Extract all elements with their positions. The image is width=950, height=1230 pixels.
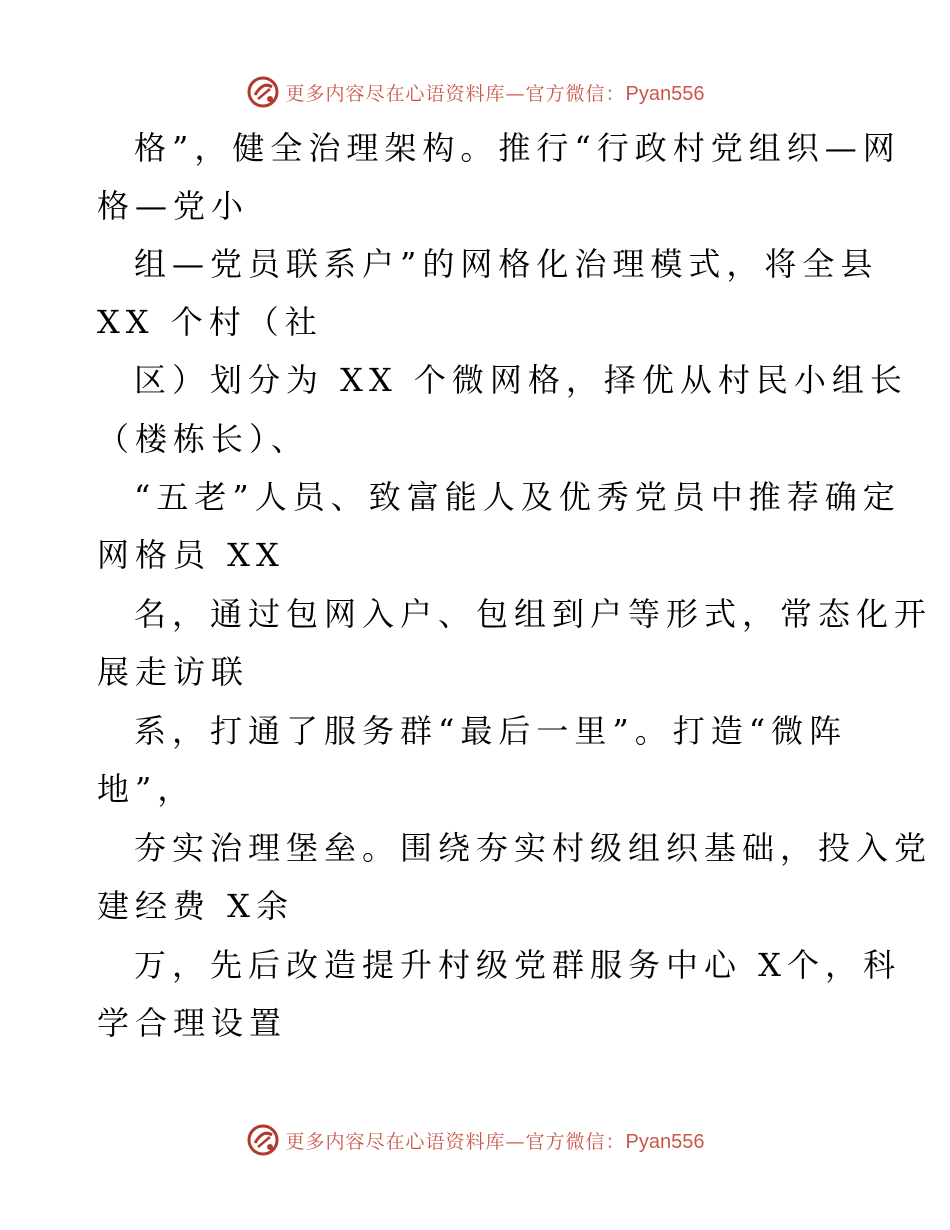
- text-line-12: 地”，: [97, 770, 196, 808]
- watermark-label: 官方微信：: [525, 1130, 626, 1153]
- text-line-3: 组—党员联系户”的网格化治理模式，将全县: [134, 245, 879, 283]
- watermark-text: [286, 1127, 705, 1154]
- text-line-5: 区）划分为 XX 个微网格，择优从村民小组长: [134, 361, 908, 399]
- text-line-15: 万，先后改造提升村级党群服务中心 X个，科: [134, 946, 901, 984]
- text-line-7: “五老”人员、致富能人及优秀党员中推荐确定: [134, 478, 901, 516]
- watermark-dash: —: [505, 1130, 526, 1153]
- text-line-10: 展走访联: [97, 653, 250, 691]
- text-line-6: （楼栋长）、: [97, 420, 310, 458]
- watermark-id: Pyan556: [625, 1130, 705, 1153]
- footer-watermark: [0, 1120, 950, 1160]
- seal-logo-icon: [246, 75, 280, 109]
- text-line-9: 名，通过包网入户、包组到户等形式，常态化开: [134, 595, 933, 633]
- watermark-dash: —: [505, 82, 526, 105]
- text-line-1: 格”，健全治理架构。推行“行政村党组织—网: [134, 129, 901, 167]
- text-line-11: 系，打通了服务群“最后一里”。打造“微阵: [134, 712, 848, 750]
- text-line-2: 格—党小: [97, 187, 250, 225]
- text-line-4: XX 个村（社: [97, 303, 323, 341]
- watermark-id: Pyan556: [625, 82, 705, 105]
- text-line-13: 夯实治理堡垒。围绕夯实村级组织基础，投入党: [134, 829, 933, 867]
- text-line-16: 学合理设置: [97, 1004, 288, 1042]
- seal-logo-icon: [246, 1123, 280, 1157]
- header-watermark: [0, 72, 950, 112]
- watermark-label: 官方微信：: [525, 82, 626, 105]
- text-line-8: 网格员 XX: [97, 536, 285, 574]
- text-line-14: 建经费 X余: [97, 887, 294, 925]
- watermark-main: 更多内容尽在心语资料库: [285, 1130, 506, 1153]
- watermark-main: 更多内容尽在心语资料库: [285, 82, 506, 105]
- watermark-text: [286, 79, 705, 106]
